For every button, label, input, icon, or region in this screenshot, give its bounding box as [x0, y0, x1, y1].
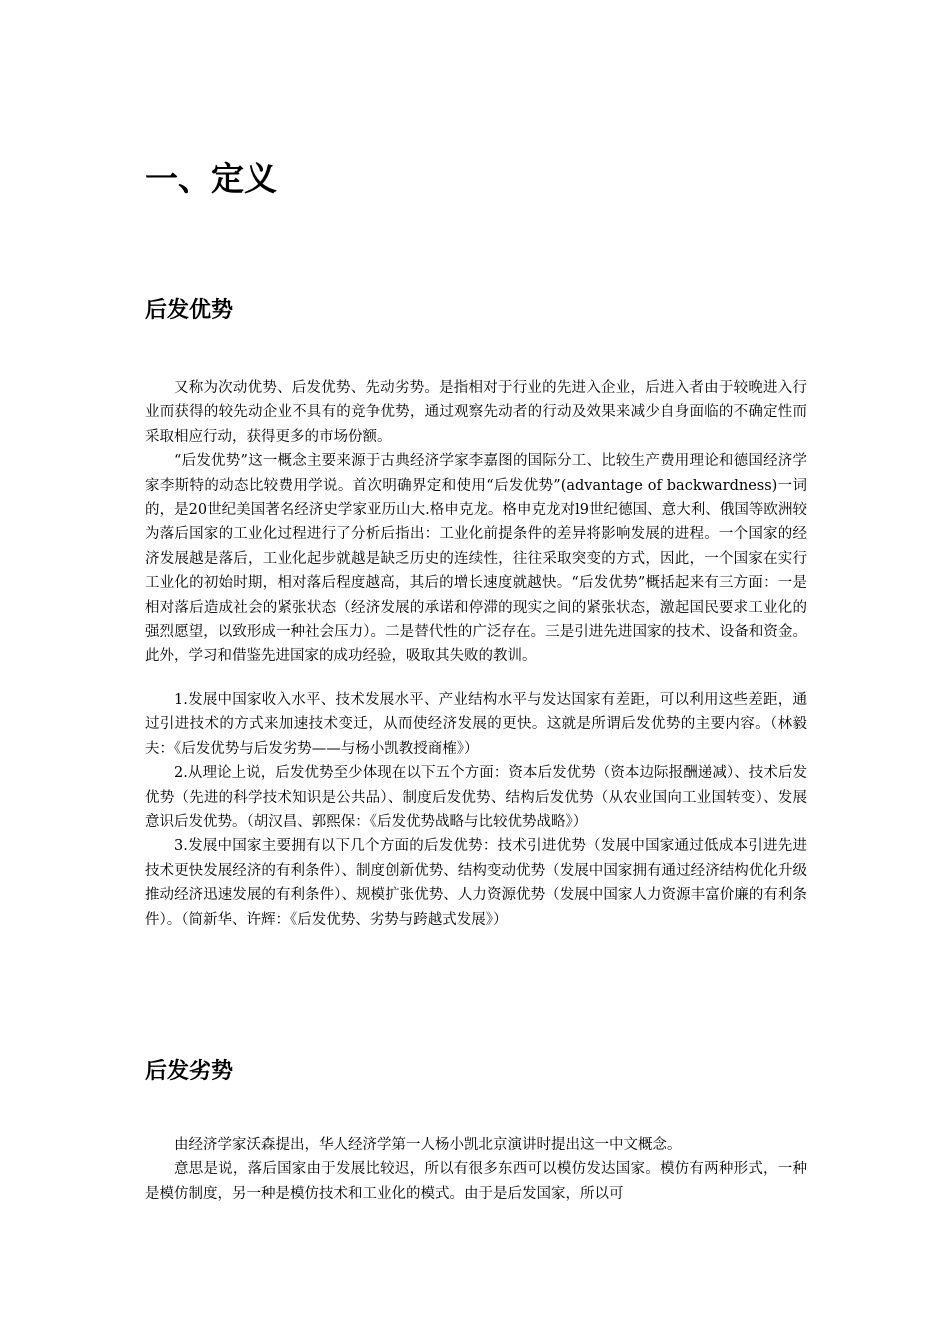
paragraph: 意思是说，落后国家由于发展比较迟，所以有很多东西可以模仿发达国家。模仿有两种形式，一种是模仿制度，另一种是模仿技术和工业化的模式。由于是后发国家，所以可 [145, 1161, 807, 1202]
paragraph: 又称为次动优势、后发优势、先动劣势。是指相对于行业的先进入企业，后进入者由于较晚进入行业而获得的较先动企业不具有的竞争优势，通过观察先动者的行动及效果来减少自身面临的不确定性而采取相应行动，获得更多的市场份额。 [145, 380, 807, 445]
paragraph: “后发优势”这一概念主要来源于古典经济学家李嘉图的国际分工、比较生产费用理论和德国经济学家李斯特的动态比较费用学说。首次明确界定和使用“后发优势”(advantage of backwardness)一词的，是20世纪美国著名经济史学家亚历山大.格申克龙。格申克龙对l9世纪德国、意大利、俄国等欧洲较为落后国家的工业化过程进行了分析后指出：工业化前提条件的差异将影响发展的进程。一个国家的经济发展越是落后，工业化起步就越是缺乏历史的连续性，往往采取突变的方式，因此，一个国家在实行工业化的初始时期，相对落后程度越高，其后的增长速度就越快。“后发优势”概括起来有三方面：一是相对落后造成社会的紧张状态（经济发展的承诺和停滞的现实之间的紧张状态，激起国民要求工业化的强烈愿望，以致形成一种社会压力）。二是替代性的广泛存在。三是引进先进国家的技术、设备和资金。此外，学习和借鉴先进国家的成功经验，吸取其失败的教训。 [145, 453, 807, 665]
section-body-latecomer-disadvantage [145, 1133, 807, 1206]
paragraph: 由经济学家沃森提出，华人经济学第一人杨小凯北京演讲时提出这一中文概念。 [174, 1137, 682, 1153]
list-item: 3.发展中国家主要拥有以下几个方面的后发优势：技术引进优势（发展中国家通过低成本引进先进技术更快发展经济的有利条件）、制度创新优势、结构变动优势（发展中国家拥有通过经济结构优化升级推动经济迅速发展的有利条件）、规模扩张优势、人力资源优势（发展中国家人力资源丰富价廉的有利条件）。（简新华、许辉：《后发优势、劣势与跨越式发展》） [145, 838, 807, 928]
list-item: 2.从理论上说，后发优势至少体现在以下五个方面：资本后发优势（资本边际报酬递减）、技术后发优势（先进的科学技术知识是公共品）、制度后发优势、结构后发优势（从农业国向工业国转变）、发展意识后发优势。（胡汉昌、郭熙保：《后发优势战略与比较优势战略》） [145, 765, 807, 830]
section-body-latecomer-advantage [145, 376, 807, 932]
list-item: 1.发展中国家收入水平、技术发展水平、产业结构水平与发达国家有差距，可以利用这些差距，通过引进技术的方式来加速技术变迁，从而使经济发展的更快。这就是所谓后发优势的主要内容。（林毅夫：《后发优势与后发劣势——与杨小凯教授商榷》） [145, 691, 807, 757]
section-title-latecomer-advantage: 后发优势 [145, 298, 234, 323]
section-title-latecomer-disadvantage: 后发劣势 [145, 1059, 234, 1084]
main-heading: 一、定义 [145, 159, 277, 198]
